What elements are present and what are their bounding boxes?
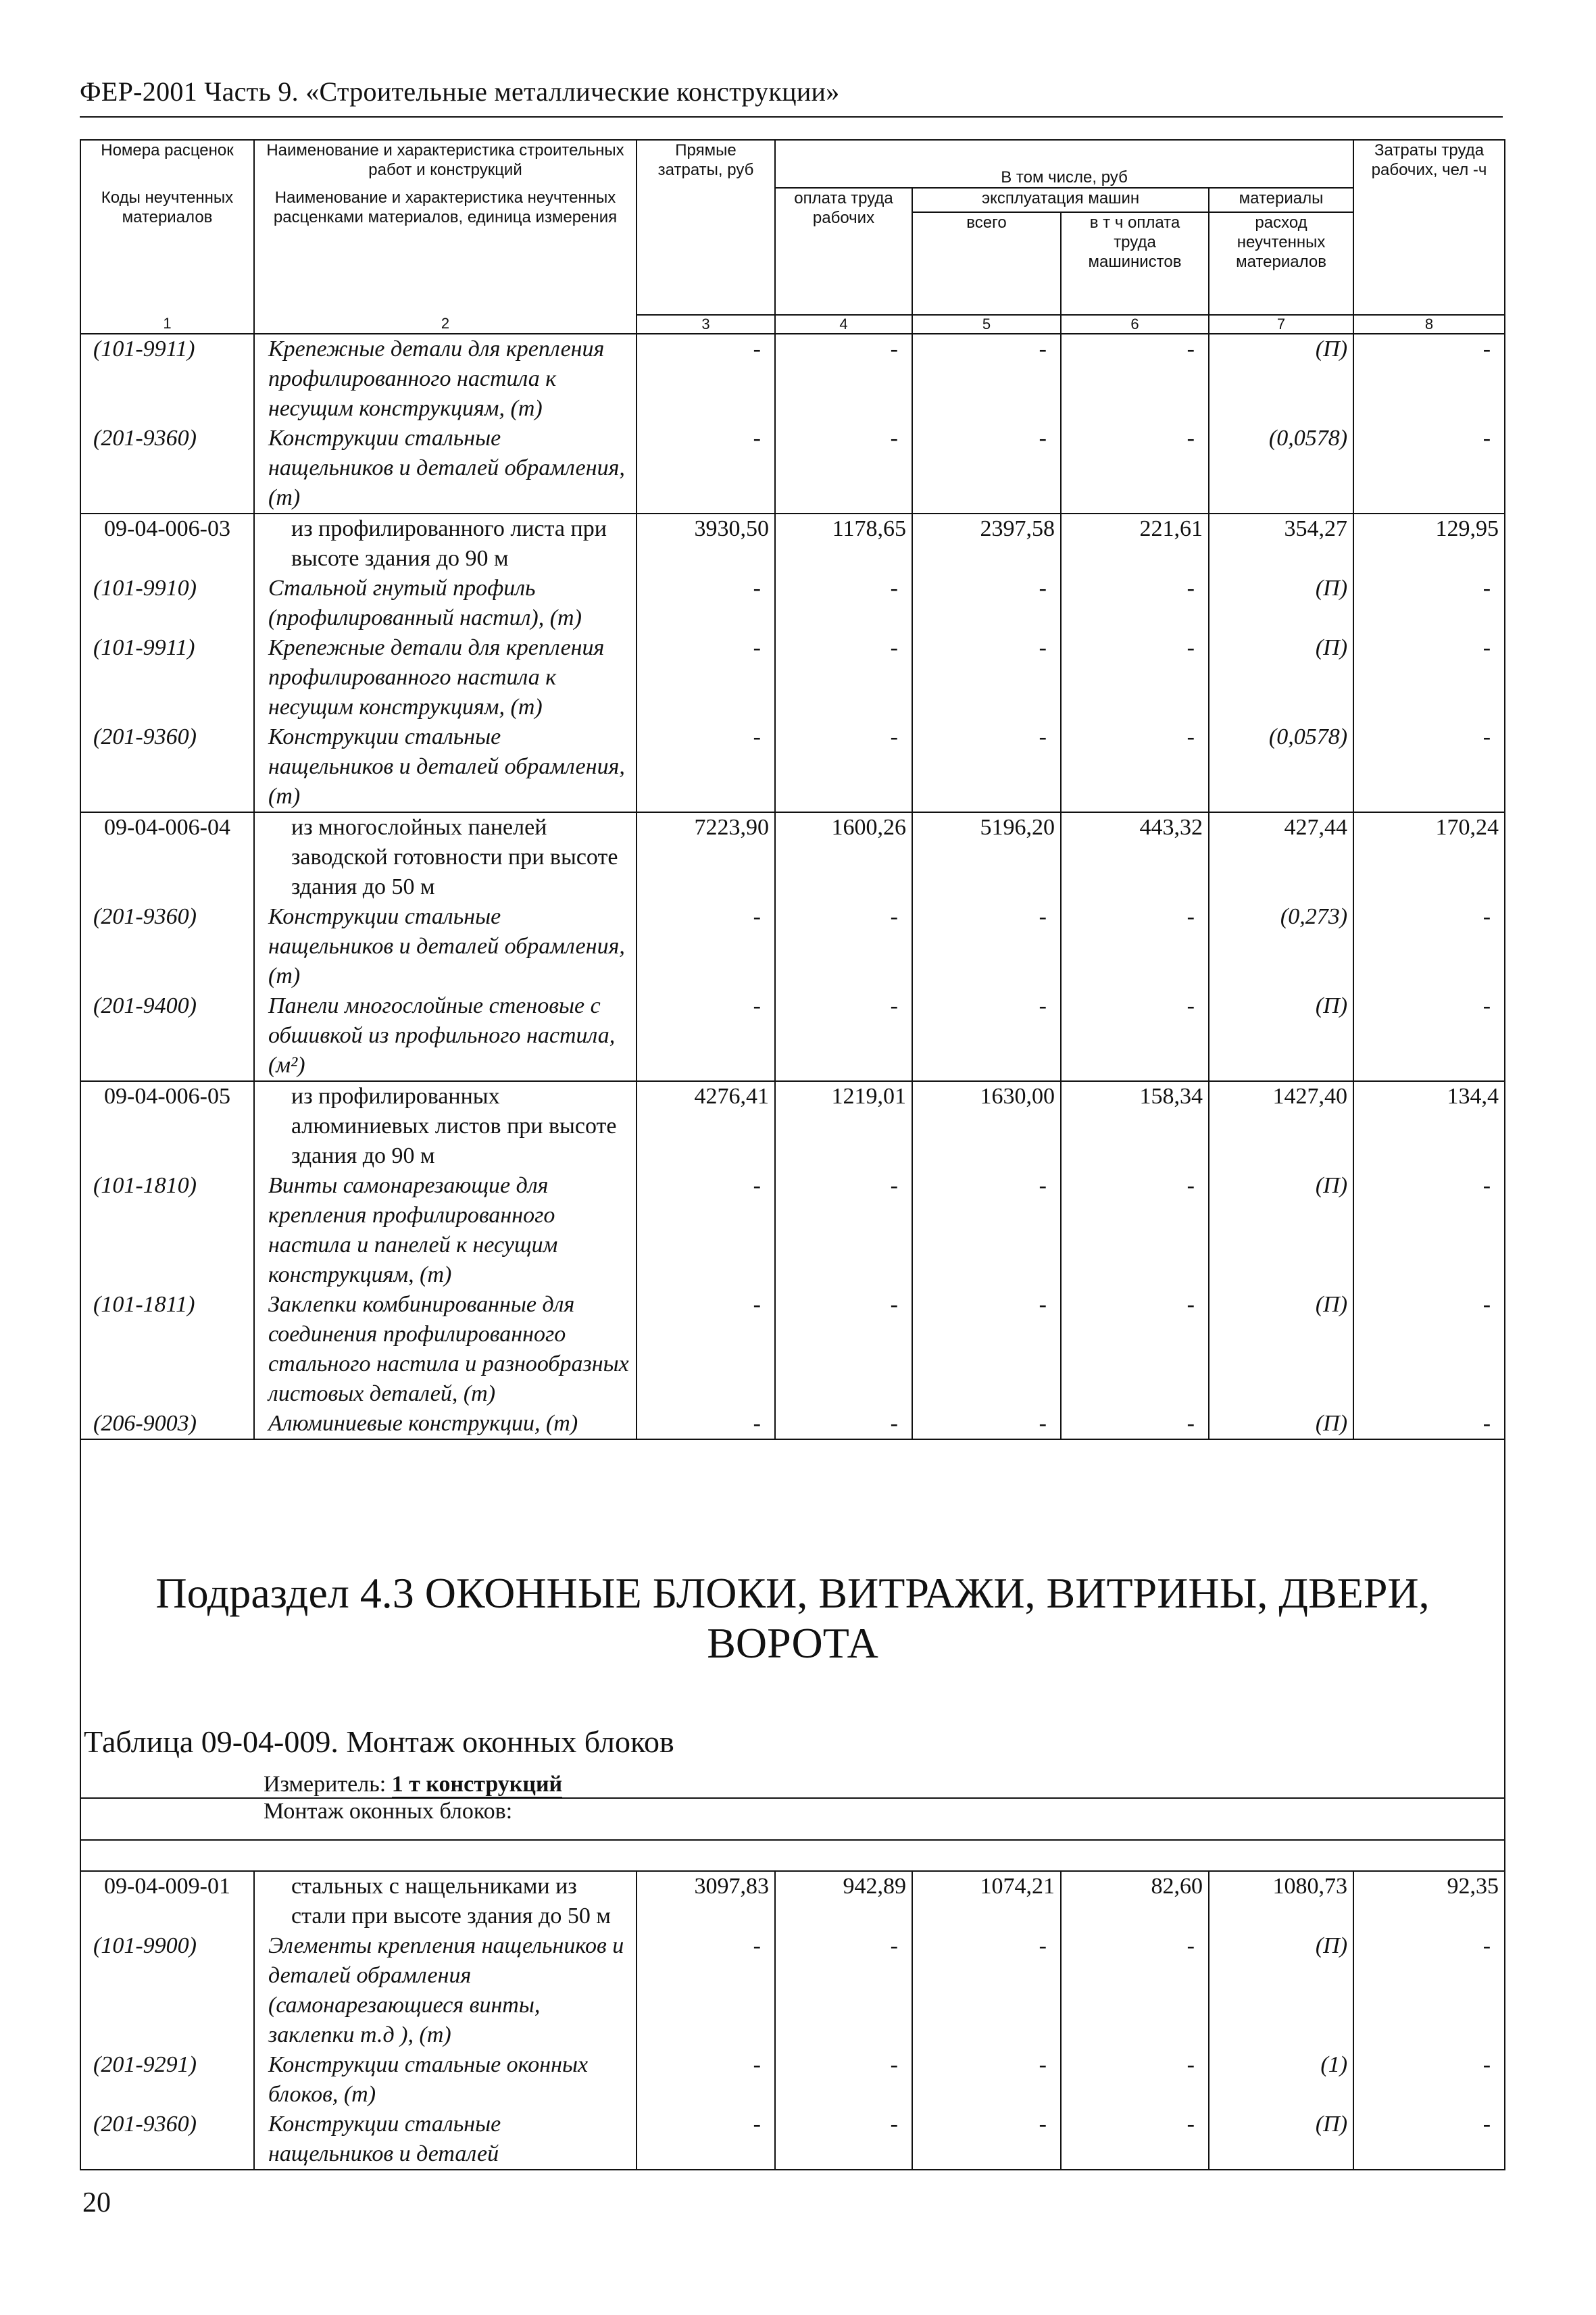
machines-total-cell: - xyxy=(912,2110,1061,2170)
name-cell: Заклепки комбинированные для соединения профилированного стального настила и разнообразных листовых деталей, (т) xyxy=(254,1290,637,1409)
direct-cost-cell: 3930,50 xyxy=(637,514,775,574)
machines-total-cell: 5196,20 xyxy=(912,812,1061,902)
col-number: 7 xyxy=(1209,315,1353,334)
labor-hours-cell: 134,4 xyxy=(1353,1081,1505,1171)
page-header: ФЕР-2001 Часть 9. «Строительные металлические конструкции» xyxy=(80,76,840,107)
labor-pay-cell: - xyxy=(775,722,912,812)
rate-code-cell: (101-9911) xyxy=(80,633,254,722)
rate-code-cell: (206-9003) xyxy=(80,1409,254,1439)
labor-pay-cell: - xyxy=(775,574,912,633)
operators-pay-cell: - xyxy=(1061,424,1209,514)
col2-top-header: Наименование и характеристика строительных работ и конструкций xyxy=(254,140,637,188)
group-including-header: В том числе, руб xyxy=(775,140,1353,188)
direct-cost-cell: - xyxy=(637,2050,775,2110)
machines-total-cell: - xyxy=(912,1931,1061,2050)
direct-cost-cell: 4276,41 xyxy=(637,1081,775,1171)
labor-hours-cell: - xyxy=(1353,1409,1505,1439)
materials-cell: (1) xyxy=(1209,2050,1353,2110)
labor-pay-cell: 1600,26 xyxy=(775,812,912,902)
labor-hours-cell: - xyxy=(1353,1931,1505,2050)
group-machines-header: эксплуатация машин xyxy=(912,188,1209,212)
rate-code-cell: 09-04-009-01 xyxy=(80,1871,254,1931)
machines-total-cell: - xyxy=(912,334,1061,424)
labor-hours-cell: - xyxy=(1353,722,1505,812)
material-row xyxy=(80,1409,1505,1439)
name-cell: Винты самонарезающие для крепления профилированного настила и панелей к несущим конструкциям, (т) xyxy=(254,1171,637,1290)
labor-hours-cell: 170,24 xyxy=(1353,812,1505,902)
materials-cell: (0,0578) xyxy=(1209,424,1353,514)
name-cell: Конструкции стальные оконных блоков, (т) xyxy=(254,2050,637,2110)
labor-hours-cell: - xyxy=(1353,2050,1505,2110)
direct-cost-cell: - xyxy=(637,1931,775,2050)
col6-header: в т ч оплата труда машинистов xyxy=(1061,212,1209,315)
labor-hours-cell: 92,35 xyxy=(1353,1871,1505,1931)
rate-row xyxy=(80,514,1505,574)
materials-cell: (П) xyxy=(1209,991,1353,1081)
name-cell: Крепежные детали для крепления профилированного настила к несущим конструкциям, (т) xyxy=(254,334,637,424)
machines-total-cell: - xyxy=(912,722,1061,812)
material-row xyxy=(80,574,1505,633)
labor-pay-cell: - xyxy=(775,902,912,991)
name-cell: Алюминиевые конструкции, (т) xyxy=(254,1409,637,1439)
rate-code-cell: (101-1810) xyxy=(80,1171,254,1290)
materials-cell: (0,273) xyxy=(1209,902,1353,991)
labor-hours-cell: - xyxy=(1353,1171,1505,1290)
labor-pay-cell: - xyxy=(775,424,912,514)
col1-bottom-header: Коды неучтенных материалов xyxy=(80,188,254,315)
table-title: Таблица 09-04-009. Монтаж оконных блоков xyxy=(80,1668,1505,1760)
materials-cell: (П) xyxy=(1209,1409,1353,1439)
materials-cell: (П) xyxy=(1209,1171,1353,1290)
name-cell: Стальной гнутый профиль (профилированный настил), (т) xyxy=(254,574,637,633)
rate-code-cell: (201-9400) xyxy=(80,991,254,1081)
name-cell: Конструкции стальные нащельников и деталей обрамления, (т) xyxy=(254,424,637,514)
direct-cost-cell: - xyxy=(637,424,775,514)
material-row xyxy=(80,991,1505,1081)
col-number: 5 xyxy=(912,315,1061,334)
labor-pay-cell: - xyxy=(775,2050,912,2110)
operators-pay-cell: - xyxy=(1061,574,1209,633)
name-cell: Элементы крепления нащельников и деталей обрамления (самонарезающиеся винты, заклепки т.д ), (т) xyxy=(254,1931,637,2050)
material-row xyxy=(80,334,1505,424)
direct-cost-cell: - xyxy=(637,722,775,812)
name-cell: Конструкции стальные нащельников и деталей обрамления, (т) xyxy=(254,722,637,812)
material-row xyxy=(80,2110,1505,2170)
direct-cost-cell: - xyxy=(637,633,775,722)
name-cell: Крепежные детали для крепления профилированного настила к несущим конструкциям, (т) xyxy=(254,633,637,722)
labor-pay-cell: - xyxy=(775,2110,912,2170)
labor-pay-cell: 942,89 xyxy=(775,1871,912,1931)
materials-cell: 427,44 xyxy=(1209,812,1353,902)
material-row xyxy=(80,722,1505,812)
name-cell: Конструкции стальные нащельников и деталей xyxy=(254,2110,637,2170)
col2-bottom-header: Наименование и характеристика неучтенных расценками материалов, единица измерения xyxy=(254,188,637,315)
materials-cell: 354,27 xyxy=(1209,514,1353,574)
name-cell: из профилированного листа при высоте здания до 90 м xyxy=(254,514,637,574)
col1-top-header: Номера расценок xyxy=(80,140,254,188)
direct-cost-cell: - xyxy=(637,2110,775,2170)
col5-header: всего xyxy=(912,212,1061,315)
material-row xyxy=(80,2050,1505,2110)
materials-cell: (П) xyxy=(1209,2110,1353,2170)
labor-hours-cell: 129,95 xyxy=(1353,514,1505,574)
meter-line xyxy=(80,1760,1505,1798)
rate-code-cell: (201-9360) xyxy=(80,902,254,991)
col-number: 8 xyxy=(1353,315,1505,334)
operators-pay-cell: - xyxy=(1061,1409,1209,1439)
rate-code-cell: 09-04-006-05 xyxy=(80,1081,254,1171)
name-cell: Панели многослойные стеновые с обшивкой из профильного настила, (м²) xyxy=(254,991,637,1081)
labor-pay-cell: - xyxy=(775,1409,912,1439)
rate-code-cell: (201-9291) xyxy=(80,2050,254,2110)
labor-hours-cell: - xyxy=(1353,334,1505,424)
machines-total-cell: - xyxy=(912,424,1061,514)
rate-code-cell: (101-9911) xyxy=(80,334,254,424)
operators-pay-cell: - xyxy=(1061,991,1209,1081)
name-cell: Конструкции стальные нащельников и деталей обрамления, (т) xyxy=(254,902,637,991)
direct-cost-cell: 3097,83 xyxy=(637,1871,775,1931)
rate-row xyxy=(80,1081,1505,1171)
direct-cost-cell: - xyxy=(637,574,775,633)
operators-pay-cell: 82,60 xyxy=(1061,1871,1209,1931)
rate-code-cell: (101-9900) xyxy=(80,1931,254,2050)
col-number: 1 xyxy=(80,315,254,334)
rate-code-cell: 09-04-006-03 xyxy=(80,514,254,574)
operators-pay-cell: - xyxy=(1061,2110,1209,2170)
labor-hours-cell: - xyxy=(1353,1290,1505,1409)
col-number: 3 xyxy=(637,315,775,334)
machines-total-cell: - xyxy=(912,633,1061,722)
subheading: Монтаж оконных блоков: xyxy=(80,1798,1505,1840)
labor-hours-cell: - xyxy=(1353,902,1505,991)
operators-pay-cell: 221,61 xyxy=(1061,514,1209,574)
name-cell: из профилированных алюминиевых листов при высоте здания до 90 м xyxy=(254,1081,637,1171)
col-number: 2 xyxy=(254,315,637,334)
material-row xyxy=(80,1171,1505,1290)
direct-cost-cell: - xyxy=(637,334,775,424)
rate-row xyxy=(80,1871,1505,1931)
labor-pay-cell: - xyxy=(775,1931,912,2050)
machines-total-cell: - xyxy=(912,1409,1061,1439)
material-row xyxy=(80,1931,1505,2050)
col3-header: Прямые затраты, руб xyxy=(637,140,775,315)
material-row xyxy=(80,633,1505,722)
machines-total-cell: - xyxy=(912,2050,1061,2110)
labor-pay-cell: - xyxy=(775,991,912,1081)
operators-pay-cell: - xyxy=(1061,722,1209,812)
machines-total-cell: 2397,58 xyxy=(912,514,1061,574)
direct-cost-cell: - xyxy=(637,1290,775,1409)
machines-total-cell: - xyxy=(912,991,1061,1081)
operators-pay-cell: - xyxy=(1061,1290,1209,1409)
rate-code-cell: (101-1811) xyxy=(80,1290,254,1409)
operators-pay-cell: 158,34 xyxy=(1061,1081,1209,1171)
labor-hours-cell: - xyxy=(1353,574,1505,633)
labor-hours-cell: - xyxy=(1353,633,1505,722)
materials-cell: (0,0578) xyxy=(1209,722,1353,812)
labor-pay-cell: - xyxy=(775,1171,912,1290)
rate-code-cell: (201-9360) xyxy=(80,722,254,812)
machines-total-cell: - xyxy=(912,1171,1061,1290)
labor-hours-cell: - xyxy=(1353,991,1505,1081)
rate-code-cell: (101-9910) xyxy=(80,574,254,633)
material-row xyxy=(80,424,1505,514)
materials-cell: 1080,73 xyxy=(1209,1871,1353,1931)
operators-pay-cell: - xyxy=(1061,2050,1209,2110)
material-row xyxy=(80,1290,1505,1409)
labor-pay-cell: - xyxy=(775,633,912,722)
meter-value: 1 т конструкций xyxy=(391,1772,563,1797)
materials-cell: (П) xyxy=(1209,574,1353,633)
labor-pay-cell: 1178,65 xyxy=(775,514,912,574)
labor-pay-cell: - xyxy=(775,1290,912,1409)
spacer xyxy=(80,1840,1505,1871)
rate-row xyxy=(80,812,1505,902)
direct-cost-cell: - xyxy=(637,1171,775,1290)
operators-pay-cell: - xyxy=(1061,1171,1209,1290)
direct-cost-cell: - xyxy=(637,1409,775,1439)
labor-hours-cell: - xyxy=(1353,424,1505,514)
operators-pay-cell: - xyxy=(1061,1931,1209,2050)
name-cell: стальных с нащельниками из стали при высоте здания до 50 м xyxy=(254,1871,637,1931)
rates-table-body-2 xyxy=(80,1871,1505,2170)
col-number: 4 xyxy=(775,315,912,334)
machines-total-cell: - xyxy=(912,1290,1061,1409)
rate-code-cell: (201-9360) xyxy=(80,2110,254,2170)
col-number: 6 xyxy=(1061,315,1209,334)
labor-hours-cell: - xyxy=(1353,2110,1505,2170)
rate-code-cell: (201-9360) xyxy=(80,424,254,514)
page-number: 20 xyxy=(82,2187,111,2218)
labor-pay-cell: 1219,01 xyxy=(775,1081,912,1171)
materials-cell: (П) xyxy=(1209,1290,1353,1409)
direct-cost-cell: - xyxy=(637,902,775,991)
name-cell: из многослойных панелей заводской готовности при высоте здания до 50 м xyxy=(254,812,637,902)
col7-header: расход неучтенных материалов xyxy=(1209,212,1353,315)
col8-header: Затраты труда рабочих, чел -ч xyxy=(1353,140,1505,315)
header-rule xyxy=(80,116,1503,118)
col4-header: оплата труда рабочих xyxy=(775,188,912,315)
operators-pay-cell: - xyxy=(1061,633,1209,722)
labor-pay-cell: - xyxy=(775,334,912,424)
machines-total-cell: 1630,00 xyxy=(912,1081,1061,1171)
section-title: Подраздел 4.3 ОКОННЫЕ БЛОКИ, ВИТРАЖИ, ВИТРИНЫ, ДВЕРИ, ВОРОТА xyxy=(80,1439,1505,1668)
rates-table xyxy=(80,139,1505,2170)
materials-cell: 1427,40 xyxy=(1209,1081,1353,1171)
operators-pay-cell: - xyxy=(1061,334,1209,424)
direct-cost-cell: - xyxy=(637,991,775,1081)
materials-cell: (П) xyxy=(1209,334,1353,424)
group-materials-header: материалы xyxy=(1209,188,1353,212)
material-row xyxy=(80,902,1505,991)
machines-total-cell: - xyxy=(912,574,1061,633)
operators-pay-cell: - xyxy=(1061,902,1209,991)
machines-total-cell: - xyxy=(912,902,1061,991)
rate-code-cell: 09-04-006-04 xyxy=(80,812,254,902)
materials-cell: (П) xyxy=(1209,1931,1353,2050)
rates-table-body xyxy=(80,334,1505,1439)
materials-cell: (П) xyxy=(1209,633,1353,722)
operators-pay-cell: 443,32 xyxy=(1061,812,1209,902)
machines-total-cell: 1074,21 xyxy=(912,1871,1061,1931)
meter-label: Измеритель: xyxy=(264,1772,386,1797)
direct-cost-cell: 7223,90 xyxy=(637,812,775,902)
